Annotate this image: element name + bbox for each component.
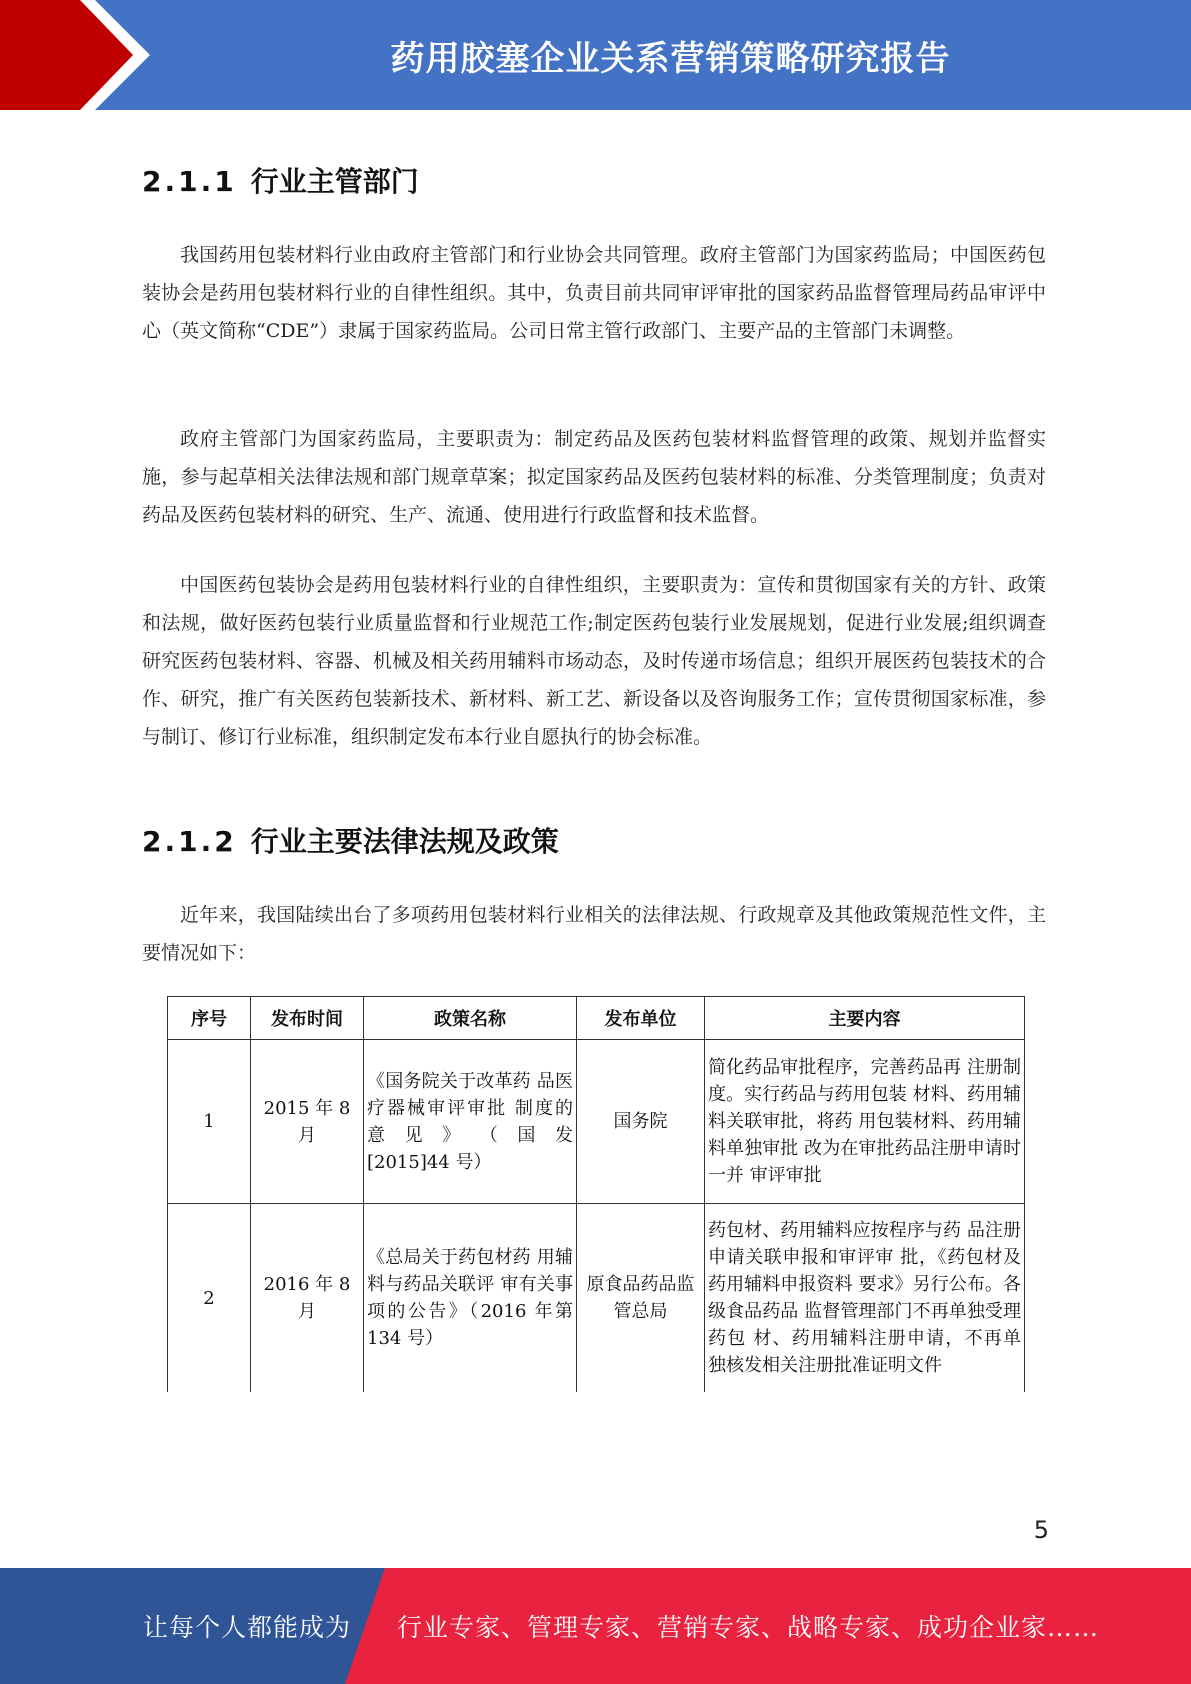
section-title: 行业主管部门 xyxy=(250,165,419,198)
cell-issuer: 原食品药品监管总局 xyxy=(577,1204,705,1393)
section-heading-2-1-1 xyxy=(142,160,419,200)
policy-table xyxy=(167,996,1025,1392)
cell-name: 《总局关于药包材药 用辅料与药品关联评 审有关事项的公告》（2016 年第 134 号） xyxy=(364,1204,577,1393)
table-header-row xyxy=(168,997,1025,1040)
header-no: 序号 xyxy=(168,997,251,1040)
section-title: 行业主要法律法规及政策 xyxy=(250,825,559,858)
cell-content: 简化药品审批程序，完善药品再 注册制度。实行药品与药用包装 材料、药用辅料关联审批，将药 用包装材料、药用辅料单独审批 改为在审批药品注册申请时一并 审评审批 xyxy=(705,1040,1025,1204)
footer-slogan-right: 行业专家、管理专家、营销专家、战略专家、成功企业家…… xyxy=(397,1613,1100,1642)
header-content: 主要内容 xyxy=(705,997,1025,1040)
paragraph-3: 中国医药包装协会是药用包装材料行业的自律性组织，主要职责为：宣传和贯彻国家有关的方针、政策和法规，做好医药包装行业质量监督和行业规范工作;制定医药包装行业发展规划，促进行业发展;组织调查研究医药包装材料、容器、机械及相关药用辅料市场动态，及时传递市场信息；组织开展医药包装技术的合作、研究，推广有关医药包装新技术、新材料、新工艺、新设备以及咨询服务工作；宣传贯彻国家标准，参与制订、修订行业标准，组织制定发布本行业自愿执行的协会标准。 xyxy=(142,574,1046,748)
cell-date: 2016 年 8 月 xyxy=(251,1204,364,1393)
table-row xyxy=(168,1204,1025,1393)
cell-content: 药包材、药用辅料应按程序与药 品注册申请关联申报和审评审 批，《药包材及药用辅料申报资料 要求》另行公布。各级食品药品 监督管理部门不再单独受理药包 材、药用辅料注册申请，不再单 独核发相关注册批准证明文件 xyxy=(705,1204,1025,1393)
page-footer xyxy=(0,1568,1191,1684)
report-title: 药用胶塞企业关系营销策略研究报告 xyxy=(390,38,951,79)
header-name: 政策名称 xyxy=(364,997,577,1040)
cell-name: 《国务院关于改革药 品医疗器械审评审批 制度的 意 见 》 （ 国 发[2015]44 号） xyxy=(364,1040,577,1204)
cell-date: 2015 年 8 月 xyxy=(251,1040,364,1204)
paragraph-1: 我国药用包装材料行业由政府主管部门和行业协会共同管理。政府主管部门为国家药监局；中国医药包装协会是药用包装材料行业的自律性组织。其中，负责目前共同审评审批的国家药品监督管理局药品审评中心（英文简称“CDE”）隶属于国家药监局。公司日常主管行政部门、主要产品的主管部门未调整。 xyxy=(142,244,1046,342)
section-heading-2-1-2 xyxy=(142,820,559,860)
page-number: 5 xyxy=(1033,1516,1049,1544)
header-issuer: 发布单位 xyxy=(577,997,705,1040)
cell-issuer: 国务院 xyxy=(577,1040,705,1204)
table-row xyxy=(168,1040,1025,1204)
paragraph-2: 政府主管部门为国家药监局，主要职责为：制定药品及医药包装材料监督管理的政策、规划并监督实施，参与起草相关法律法规和部门规章草案；拟定国家药品及医药包装材料的标准、分类管理制度；负责对药品及医药包装材料的研究、生产、流通、使用进行行政监督和技术监督。 xyxy=(142,428,1046,526)
footer-slogan-left: 让每个人都能成为 xyxy=(143,1613,352,1642)
cell-no: 2 xyxy=(168,1204,251,1393)
section-number: 2.1.2 xyxy=(142,825,237,858)
intro-paragraph: 近年来，我国陆续出台了多项药用包装材料行业相关的法律法规、行政规章及其他政策规范性文件，主要情况如下： xyxy=(142,904,1046,964)
section-number: 2.1.1 xyxy=(142,165,237,198)
header-date: 发布时间 xyxy=(251,997,364,1040)
cell-no: 1 xyxy=(168,1040,251,1204)
page-header xyxy=(0,0,1191,110)
